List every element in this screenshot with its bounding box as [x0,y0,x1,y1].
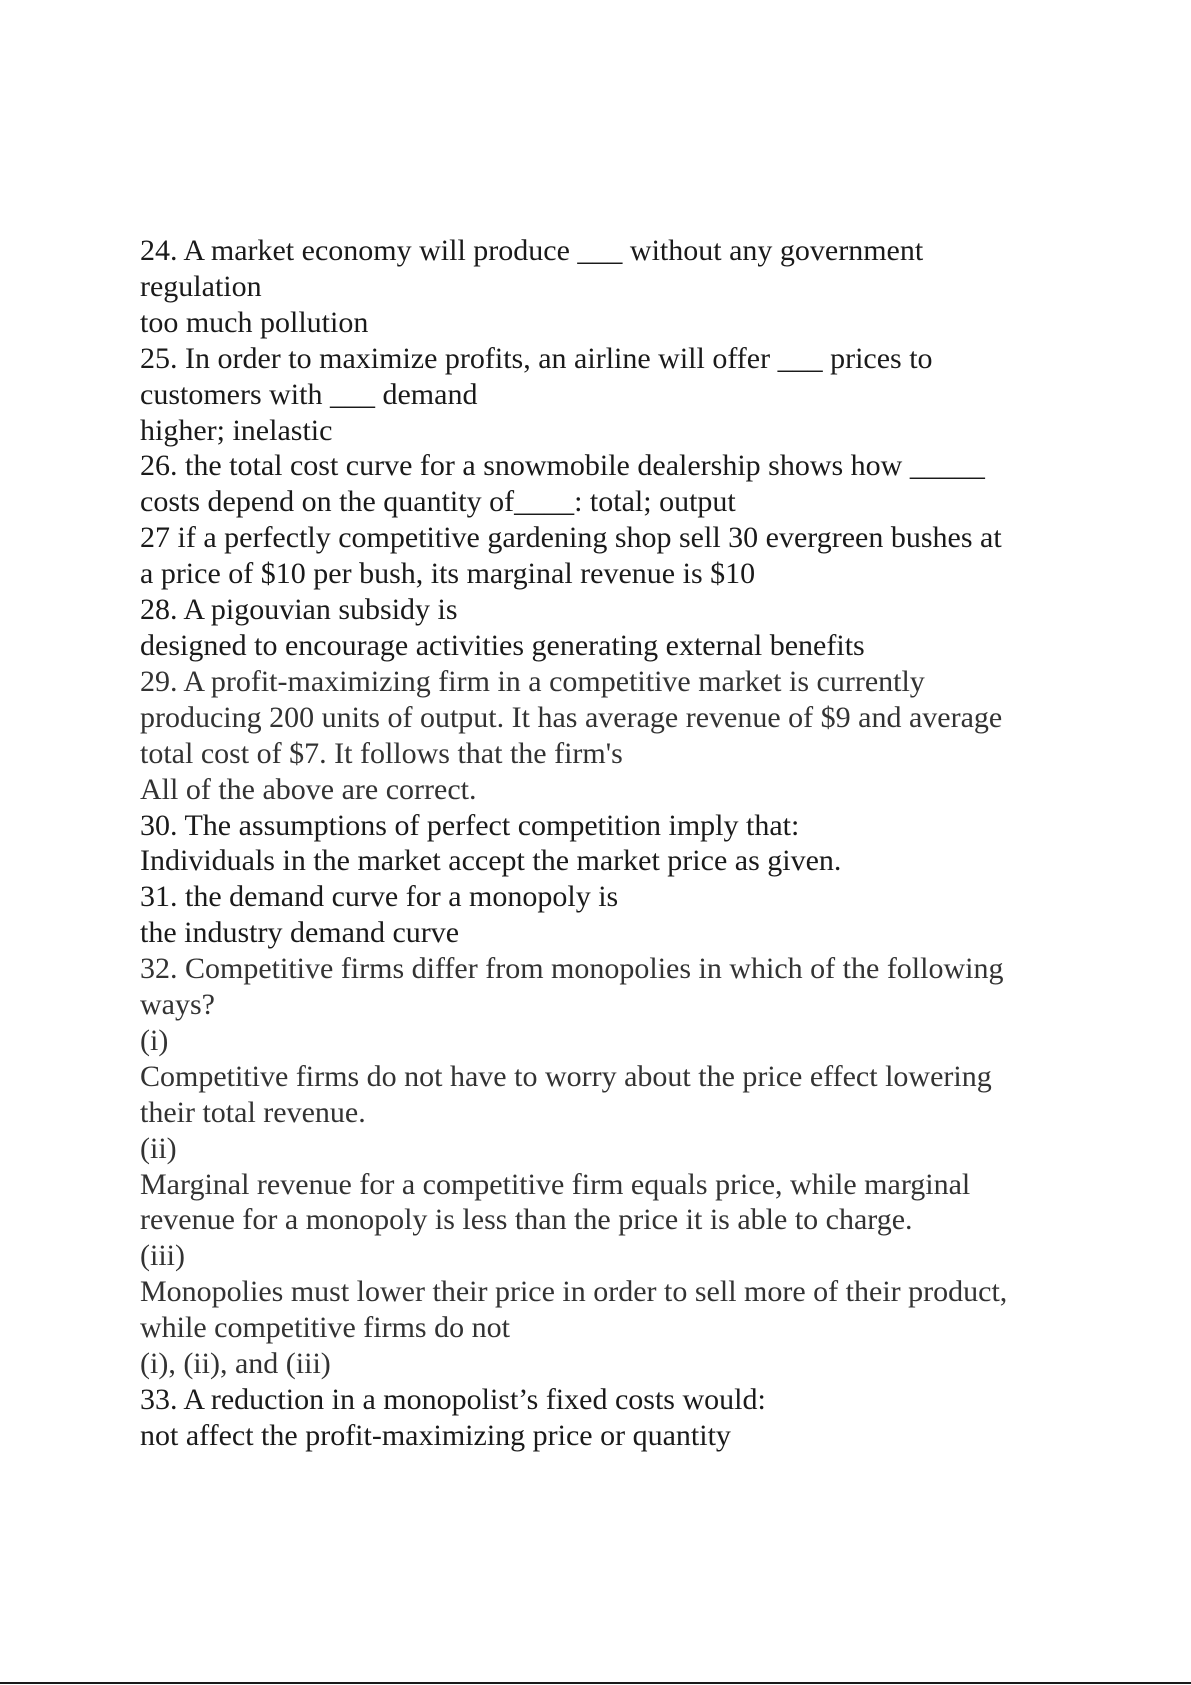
q32-option-i-label: (i) [140,1023,169,1057]
q24-question-line2: regulation [140,269,262,303]
q25-answer: higher; inelastic [140,413,333,447]
document-body [140,233,1060,1454]
q24-question-line1: 24. A market economy will produce ___ without any government [140,234,924,267]
q29-answer: All of the above are correct. [140,772,477,806]
q32-option-i-line2: their total revenue. [140,1095,366,1129]
q31-answer: the industry demand curve [140,916,460,950]
q29-question-line2: producing 200 units of output. It has average revenue of $9 and average [140,700,1003,734]
q27-question-line1: 27 if a perfectly competitive gardening shop sell 30 evergreen bushes at [140,521,1002,555]
q29-question-line3: total cost of $7. It follows that the firm's [140,736,623,770]
q32-option-iii-line2: while competitive firms do not [140,1311,510,1345]
q30-question: 30. The assumptions of perfect competition imply that: [140,808,800,842]
page-bottom-rule [0,1682,1191,1684]
q26-question-line2: costs depend on the quantity of____: total; output [140,485,736,519]
q25-question-line2: customers with ___ demand [140,377,478,411]
q27-question-line2: a price of $10 per bush, its marginal revenue is $10 [140,557,756,591]
q28-answer: designed to encourage activities generating external benefits [140,628,865,662]
q29-question-line1: 29. A profit-maximizing firm in a competitive market is currently [140,664,925,698]
q33-question: 33. A reduction in a monopolist’s fixed costs would: [140,1383,766,1416]
q32-option-iii-label: (iii) [140,1239,185,1273]
q32-question-line2: ways? [140,988,215,1022]
q30-answer: Individuals in the market accept the market price as given. [140,844,842,878]
q28-question: 28. A pigouvian subsidy is [140,593,458,627]
q32-option-ii-line1: Marginal revenue for a competitive firm equals price, while marginal [140,1167,971,1201]
q26-question-line1: 26. the total cost curve for a snowmobile dealership shows how _____ [140,449,985,483]
q25-question-line1: 25. In order to maximize profits, an airline will offer ___ prices to [140,341,933,375]
q32-option-iii-line1: Monopolies must lower their price in order to sell more of their product, [140,1275,1008,1309]
q31-question: 31. the demand curve for a monopoly is [140,880,619,914]
q32-question-line1: 32. Competitive firms differ from monopolies in which of the following [140,952,1004,986]
q24-answer: too much pollution [140,305,369,339]
q32-option-ii-label: (ii) [140,1131,177,1165]
q32-option-ii-line2: revenue for a monopoly is less than the price it is able to charge. [140,1203,913,1237]
q33-answer: not affect the profit-maximizing price or quantity [140,1418,731,1452]
q32-option-i-line1: Competitive firms do not have to worry about the price effect lowering [140,1059,992,1093]
q32-answer: (i), (ii), and (iii) [140,1347,331,1381]
